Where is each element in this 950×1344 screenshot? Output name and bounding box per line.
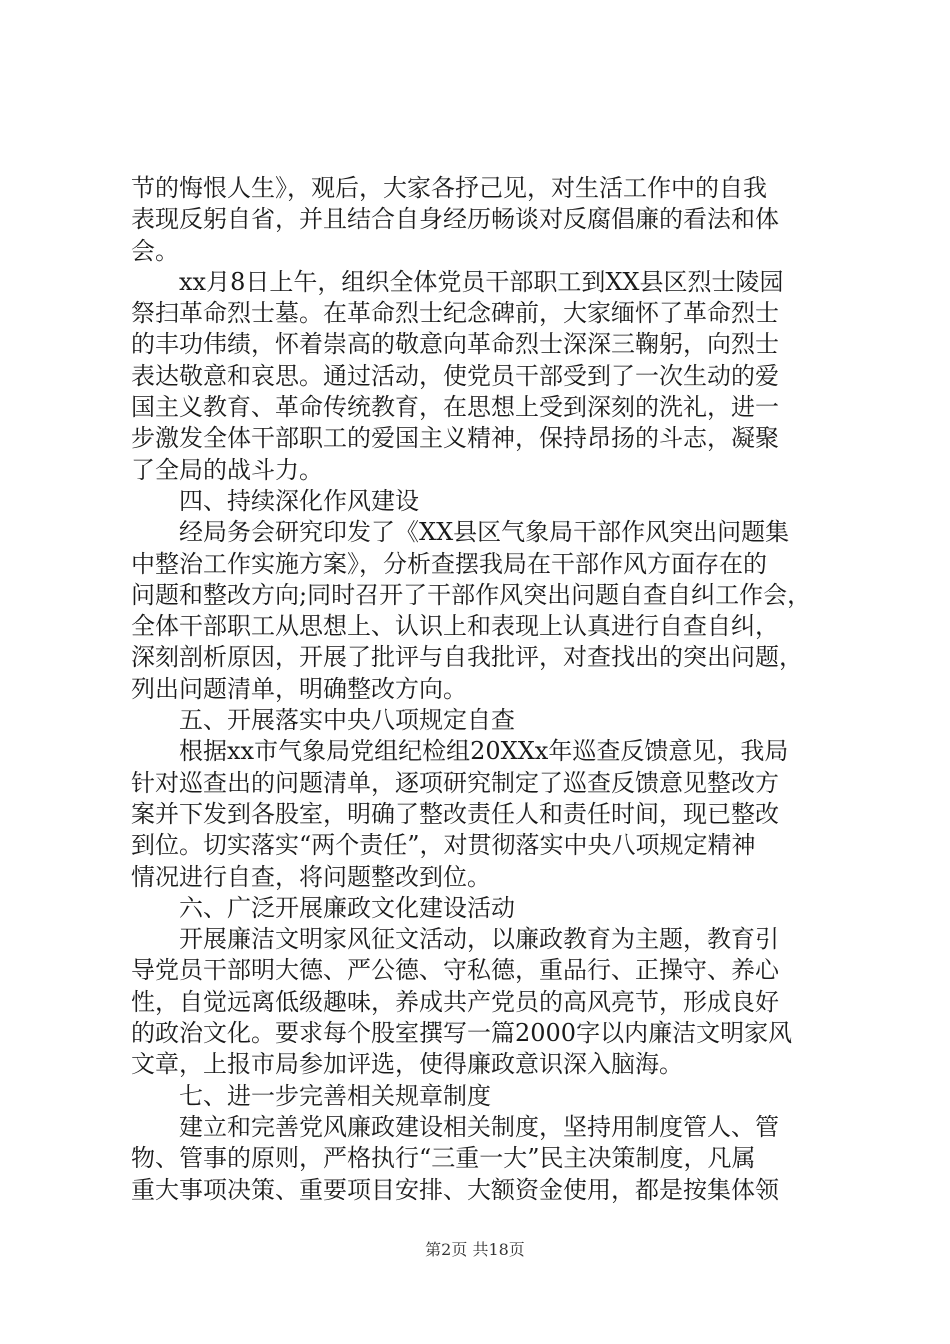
text-line: 根据xx市气象局党组纪检组20XXx年巡查反馈意见，我局: [179, 737, 789, 766]
text-line: 国主义教育、革命传统教育，在思想上受到深刻的洗礼，进一: [131, 393, 779, 422]
text-line: 深刻剖析原因，开展了批评与自我批评，对查找出的突出问题，: [131, 643, 803, 672]
text-line: 经局务会研究印发了《XX县区气象局干部作风突出问题集: [179, 518, 790, 547]
text-line: 问题和整改方向;同时召开了干部作风突出问题自查自纠工作会，: [131, 580, 812, 609]
text-line: 了全局的战斗力。: [131, 455, 323, 484]
text-line: 建立和完善党风廉政建设相关制度，坚持用制度管人、管: [179, 1112, 779, 1141]
text-line: 导党员干部明大德、严公德、守私德，重品行、正操守、养心: [131, 956, 779, 985]
text-line: 的政治文化。要求每个股室撰写一篇2000字以内廉洁文明家风: [131, 1019, 793, 1048]
text-line: 列出问题清单，明确整改方向。: [131, 674, 467, 703]
page-number-footer: 第2页 共18页: [425, 1240, 525, 1259]
text-line: 情况进行自查，将问题整改到位。: [131, 862, 491, 891]
text-line: xx月8日上午，组织全体党员干部职工到XX县区烈士陵园: [179, 267, 784, 296]
text-line: 到位。切实落实“两个责任”，对贯彻落实中央八项规定精神: [131, 831, 756, 860]
text-line: 祭扫革命烈士墓。在革命烈士纪念碑前，大家缅怀了革命烈士: [131, 299, 779, 328]
text-line: 物、管事的原则，严格执行“三重一大”民主决策制度，凡属: [131, 1144, 756, 1173]
document-body: [131, 173, 831, 1206]
text-line: 会。: [131, 236, 179, 265]
text-line: 的丰功伟绩，怀着崇高的敬意向革命烈士深深三鞠躬，向烈士: [131, 330, 779, 359]
text-line: 节的悔恨人生》，观后，大家各抒己见，对生活工作中的自我: [131, 174, 767, 202]
text-line: 案并下发到各股室，明确了整改责任人和责任时间，现已整改: [131, 799, 779, 828]
text-line: 表现反躬自省，并且结合自身经历畅谈对反腐倡廉的看法和体: [131, 205, 779, 234]
text-line: 四、持续深化作风建设: [179, 486, 419, 515]
text-line: 六、广泛开展廉政文化建设活动: [179, 893, 515, 922]
text-line: 文章，上报市局参加评选，使得廉政意识深入脑海。: [131, 1050, 683, 1079]
text-line: 全体干部职工从思想上、认识上和表现上认真进行自查自纠，: [131, 612, 779, 641]
text-line: 表达敬意和哀思。通过活动，使党员干部受到了一次生动的爱: [131, 361, 779, 390]
text-line: 开展廉洁文明家风征文活动，以廉政教育为主题，教育引: [179, 925, 779, 954]
text-line: 中整治工作实施方案》，分析查摆我局在干部作风方面存在的: [131, 549, 767, 578]
text-line: 性，自觉远离低级趣味，养成共产党员的高风亮节，形成良好: [131, 987, 779, 1016]
text-line: 步激发全体干部职工的爱国主义精神，保持昂扬的斗志，凝聚: [131, 424, 779, 453]
text-line: 七、进一步完善相关规章制度: [179, 1081, 491, 1110]
text-line: 重大事项决策、重要项目安排、大额资金使用，都是按集体领: [131, 1175, 779, 1204]
text-line: 五、开展落实中央八项规定自查: [179, 706, 515, 735]
text-line: 针对巡查出的问题清单，逐项研究制定了巡查反馈意见整改方: [131, 768, 779, 797]
